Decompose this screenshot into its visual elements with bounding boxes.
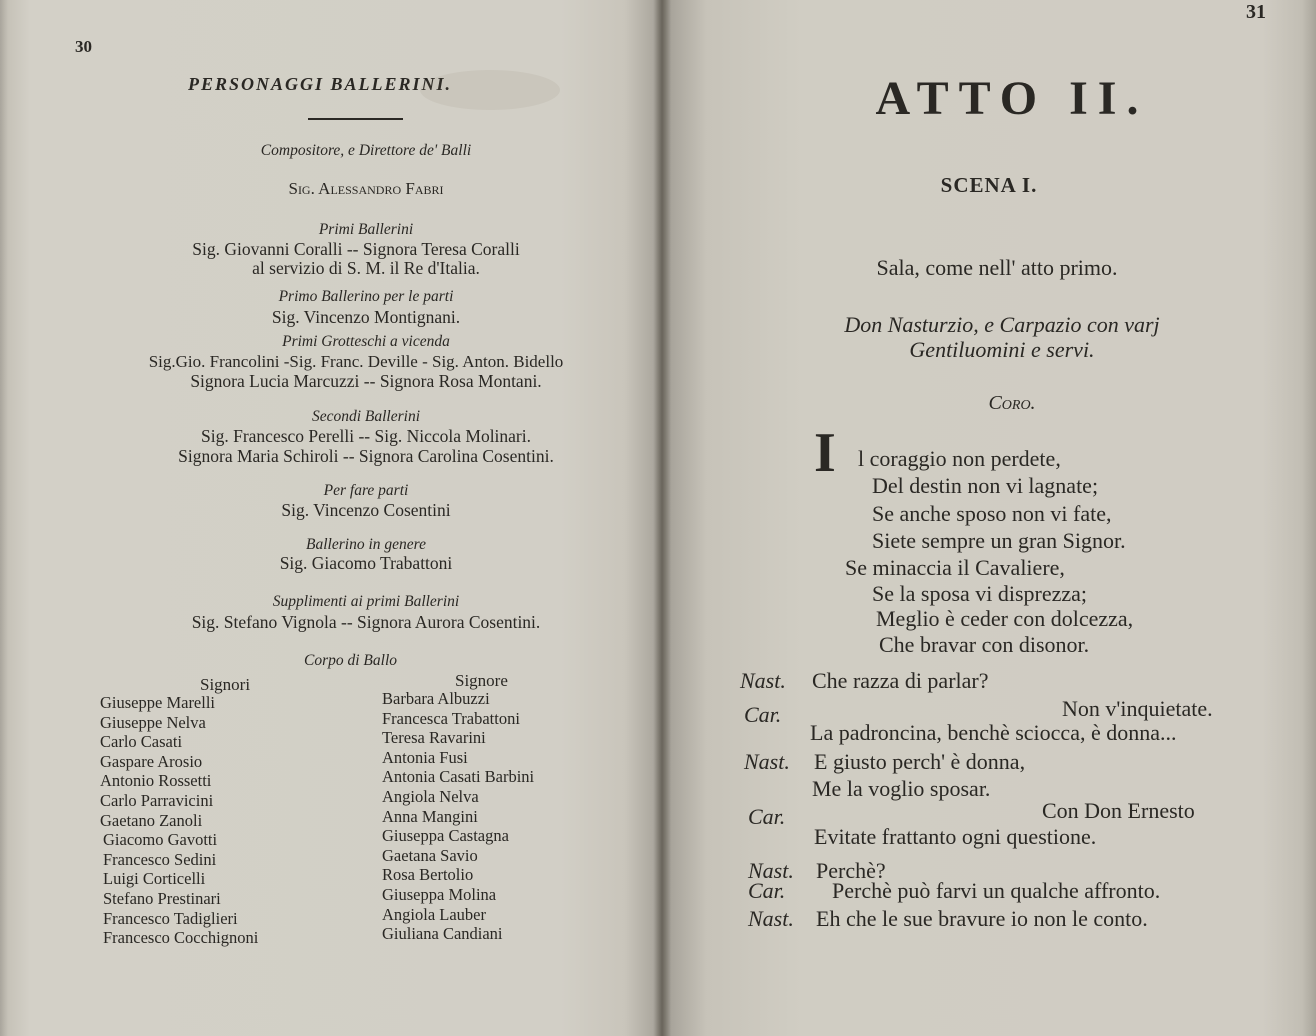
cast-line: Sig. Vincenzo Cosentini [281, 500, 451, 520]
dancer-name: Giuseppa Castagna [382, 826, 509, 846]
cast-line: Signora Lucia Marcuzzi -- Signora Rosa Montani. [190, 371, 542, 391]
role-heading: Primo Ballerino per le parti [278, 288, 454, 305]
verse-line: Siete sempre un gran Signor. [872, 528, 1126, 553]
cast-line: Sig. Giacomo Trabattoni [279, 553, 453, 573]
dialogue-line: Che razza di parlar? [812, 668, 989, 693]
scene-title: SCENA I. [940, 173, 1038, 197]
speaker-label: Nast. [744, 749, 790, 774]
act-title: ATTO II. [875, 72, 1149, 125]
dancer-name: Angiola Nelva [382, 787, 479, 806]
page-number: 30 [75, 37, 92, 56]
verse-line: Se anche sposo non vi fate, [872, 501, 1112, 526]
dancer-name: Antonia Casati Barbini [382, 767, 535, 787]
ink-bleed [420, 70, 560, 110]
role-heading: Primi Ballerini [318, 221, 414, 238]
dialogue-line: Non v'inquietate. [1062, 696, 1213, 721]
right-page [662, 0, 1316, 1036]
role-heading: Secondi Ballerini [311, 408, 421, 425]
cast-line: Sig. Vincenzo Montignani. [271, 307, 461, 327]
page-number: 31 [1246, 1, 1266, 23]
cast-line: Sig.Gio. Francolini -Sig. Franc. Deville - Sig. Anton. Bidello [148, 352, 564, 371]
dialogue-line: Perchè può farvi un qualche affronto. [832, 878, 1161, 903]
setting-line: Sala, come nell' atto primo. [876, 255, 1118, 280]
column-header-men: Signori [200, 675, 251, 694]
dialogue-line: E giusto perch' è donna, [814, 749, 1026, 774]
dancer-name: Antonia Fusi [382, 747, 468, 767]
dancer-name: Barbara Albuzzi [382, 689, 490, 708]
dancer-name: Francesca Trabattoni [382, 708, 520, 728]
dialogue-line: Eh che le sue bravure io non le conto. [816, 906, 1148, 931]
cast-line: Signora Maria Schiroli -- Signora Carolina Cosentini. [178, 446, 554, 466]
cast-line: al servizio di S. M. il Re d'Italia. [252, 258, 480, 278]
role-heading: Ballerino in genere [306, 536, 426, 553]
speaker-label: Car. [748, 804, 786, 829]
chorus-label: Coro. [988, 392, 1036, 414]
role-heading: Per fare parti [323, 482, 409, 499]
speaker-label: Car. [744, 702, 782, 727]
dancer-name: Teresa Ravarini [382, 728, 486, 748]
dancer-name: Gaetana Savio [382, 845, 478, 865]
verse-line: Meglio è ceder con dolcezza, [876, 606, 1134, 631]
dancer-name: Stefano Prestinari [103, 889, 221, 908]
role-heading: Compositore, e Direttore de' Balli [260, 142, 472, 159]
dancer-name: Gaetano Zanoli [100, 810, 203, 830]
dialogue-line: Evitate frattanto ogni questione. [814, 824, 1097, 849]
dancer-name: Giuliana Candiani [382, 924, 503, 944]
choreographer-name: Sig. Alessandro Fabri [288, 179, 444, 198]
role-heading: Corpo di Ballo [304, 652, 398, 669]
cast-line: Sig. Giovanni Coralli -- Signora Teresa Coralli [192, 239, 520, 259]
dancer-name: Carlo Casati [100, 732, 183, 752]
stage-direction: Gentiluomini e servi. [909, 337, 1095, 362]
cast-line: Sig. Francesco Perelli -- Sig. Niccola Molinari. [201, 426, 531, 446]
dialogue-line: Con Don Ernesto [1042, 798, 1195, 823]
column-header-women: Signore [455, 671, 508, 690]
verse-line: Che bravar con disonor. [879, 632, 1090, 657]
title-divider [308, 118, 403, 120]
dialogue-line: Me la voglio sposar. [812, 776, 991, 801]
stage-direction: Don Nasturzio, e Carpazio con varj [844, 312, 1160, 337]
dancer-name: Giuseppa Molina [382, 885, 497, 904]
dancer-name: Giacomo Gavotti [103, 830, 218, 850]
role-heading: Primi Grotteschi a vicenda [282, 333, 450, 350]
dancer-name: Angiola Lauber [382, 904, 487, 924]
dancer-name: Carlo Parravicini [100, 791, 214, 810]
drop-cap: I [814, 422, 836, 484]
book-gutter [653, 0, 671, 1036]
dancer-name: Giuseppe Marelli [100, 693, 216, 712]
dancer-name: Antonio Rossetti [100, 771, 212, 791]
verse-line: Del destin non vi lagnate; [872, 473, 1099, 498]
dancer-name: Gaspare Arosio [100, 751, 203, 771]
dancer-name: Luigi Corticelli [103, 869, 206, 889]
dancer-name: Francesco Sedini [103, 849, 217, 869]
speaker-label: Nast. [748, 906, 794, 931]
cast-line: Sig. Stefano Vignola -- Signora Aurora Cosentini. [191, 612, 541, 632]
page-title: PERSONAGGI BALLERINI. [188, 74, 453, 94]
dialogue-line: Perchè? [816, 858, 886, 883]
speaker-label: Car. [748, 878, 786, 903]
speaker-label: Nast. [740, 668, 786, 693]
dancer-name: Giuseppe Nelva [100, 712, 206, 732]
dialogue-line: La padroncina, benchè sciocca, è donna... [810, 720, 1177, 745]
dancer-name: Francesco Cocchignoni [103, 928, 259, 948]
speaker-label: Nast. [748, 858, 794, 883]
dancer-name: Anna Mangini [382, 806, 478, 826]
role-heading: Supplimenti ai primi Ballerini [272, 593, 460, 610]
dancer-name: Francesco Tadiglieri [103, 908, 238, 928]
verse-line: l coraggio non perdete, [858, 446, 1061, 471]
dancer-name: Rosa Bertolio [382, 865, 474, 885]
verse-line: Se la sposa vi disprezza; [872, 581, 1088, 606]
verse-line: Se minaccia il Cavaliere, [845, 555, 1065, 580]
